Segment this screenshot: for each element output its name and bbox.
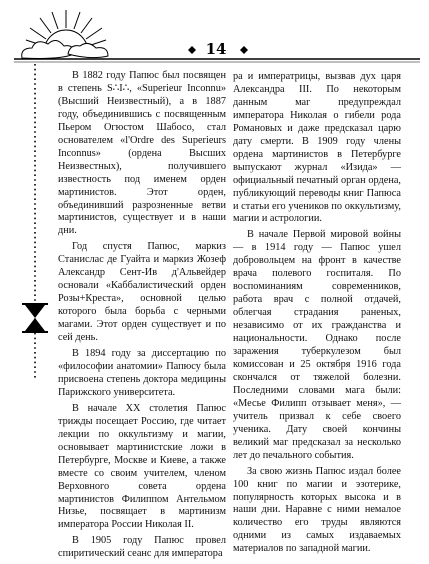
paragraph: За свою жизнь Папюс издал более 100 книг по магии и эзотерике, популярность которых высока и в наши дни. Наравне с ними немалое количество его труды являются одними из самых издаваемых материалов по западной магии.: [233, 465, 401, 555]
header-ornament: [0, 0, 429, 70]
right-column: [233, 71, 401, 559]
paragraph: В 1905 году Папюс провел спиритический сеанс для императора: [58, 535, 226, 560]
side-ornament: [0, 60, 60, 380]
paragraph: В начале XX столетия Папюс трижды посещает Россию, где читает лекции по оккультизму и магии, основывает мартинистские ложи в Петербурге, Москве и Киеве, а также вместе со своим учителем, членом Верховного совета ордена мартинистов Филиппом Антельмом Низье, посвящает в мартинизм императора России Николая II.: [58, 402, 226, 531]
hourglass-icon: [22, 303, 48, 333]
paragraph: В 1882 году Папюс был посвящен в степень S∴I∴, «Superieur Inconnu» (Высший Неизвестный), а в 1887 году, объединившись с посвященным Пьером Огюстом Шабосо, стал основателем «l'Ordre des Superieurs Inconnus» (ордена Высших Неизвестных), получившего известность под именем орден мартинистов. Этот орден, объединивший разрозненные ветви мартинистов, существует и в наши дни.: [58, 70, 226, 237]
paragraph: В начале Первой мировой войны — в 1914 году — Папюс ушел добровольцем на фронт в качестве врача полевого госпиталя. По воспоминаниям современников, работа врач с полной отдачей, облегчая страдания раненых, независимо от их гражданства и национальности. Однако после заражения туберкулезом был комиссован и 25 октября 1916 года скончался от тяжелой болезни. Последними словами мага были: «Месье Филипп отзывает меня», — учитель призвал к себе своего ученика. Дату своей кончины великий маг предсказал за несколько лет до печального события.: [233, 229, 401, 461]
paragraph: В 1894 году за диссертацию по «философии анатомии» Папюсу была присвоена степень доктора медицины Парижского университета.: [58, 348, 226, 398]
paragraph: ра и императрицы, вызвав дух царя Александра III. По некоторым данным маг предупреждал императора Николая о гибели рода Романовых и даже предсказал царю дату смерти. В 1909 году члены ордена мартинистов в Петербурге выпускают журнал «Изида» — официальный печатный орган ордена, публикующий переводы книг Папюса и статьи его учеников по оккультизму, магии и астрологии.: [233, 71, 401, 225]
page-number: 14: [205, 40, 227, 58]
paragraph: Год спустя Папюс, маркиз Станислас де Гуайта и маркиз Жозеф Александр Сент-Ив д'Альвейдер основали «Каббалистический орден Розы+Креста», основной целью которого была борьба с черными магами. Этот орден существует и по сей день.: [58, 241, 226, 344]
left-column: [58, 70, 226, 564]
